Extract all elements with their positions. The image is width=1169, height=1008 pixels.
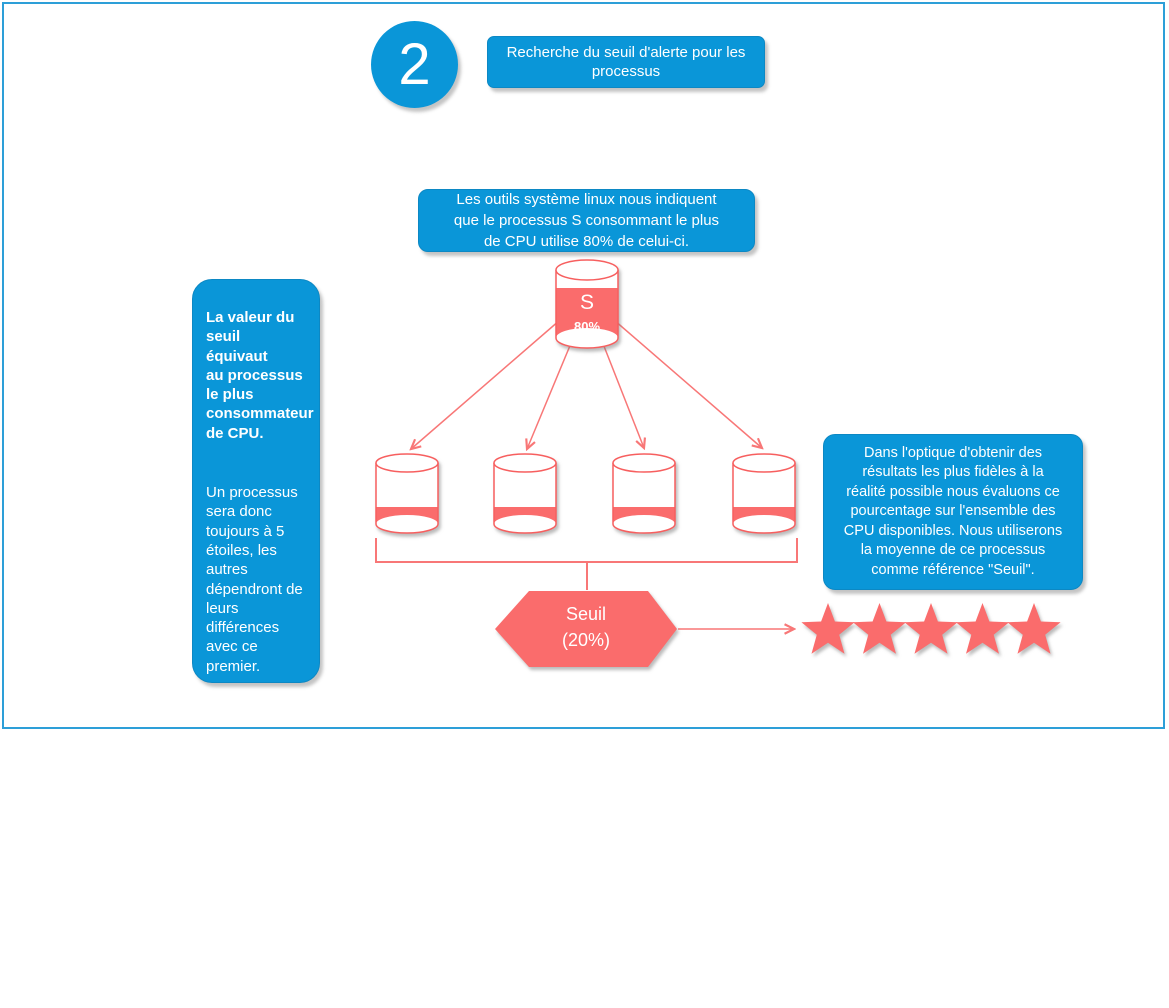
note-left-line: La valeur du <box>206 309 295 326</box>
note-right-line: résultats les plus fidèles à la <box>862 464 1044 481</box>
cpu-usage-label: 20% <box>630 514 658 529</box>
cpu-usage-label: 20% <box>511 514 539 529</box>
main-process-label: S <box>579 291 595 314</box>
note-left-line: toujours à 5 <box>206 522 285 540</box>
star-icon <box>904 603 957 654</box>
main-process-usage: 80% <box>573 319 601 334</box>
grouping-bracket <box>376 538 797 590</box>
star-icon <box>801 603 854 654</box>
cylinder-top <box>494 454 556 472</box>
star-icon <box>853 603 906 654</box>
note-left-line: seuil équivaut <box>206 328 268 365</box>
cpu-cylinder-4 <box>733 454 795 533</box>
note-right-line: réalité possible nous évaluons ce <box>846 483 1060 500</box>
star-icon <box>956 603 1009 654</box>
note-left-line: Un processus <box>206 484 298 502</box>
cylinder-top <box>613 454 675 472</box>
note-top-line: Les outils système linux nous indiquent <box>456 191 717 208</box>
hexagon-shape <box>495 591 677 667</box>
cylinder-top <box>733 454 795 472</box>
note-right-line: Dans l'optique d'obtenir des <box>863 444 1043 461</box>
bracket-path <box>376 538 797 562</box>
cpu-cylinder-2 <box>494 454 556 533</box>
note-right-line: comme référence "Seuil". <box>871 561 1035 578</box>
note-right-line: la moyenne de ce processus <box>860 542 1046 559</box>
note-left-line: avec ce <box>206 638 258 656</box>
note-left-line: différences <box>206 619 280 637</box>
note-left-line: au processus <box>206 366 303 384</box>
threshold-value: (20%) <box>561 630 611 650</box>
note-top-line: de CPU utilise 80% de celui-ci. <box>483 233 690 250</box>
note-left-line: de CPU. <box>206 424 264 442</box>
note-top-line: que le processus S consommant le plus <box>453 212 720 229</box>
cpu-usage-label: 20% <box>393 514 421 529</box>
process-cylinder-main <box>556 260 618 348</box>
arrow-line <box>600 336 644 448</box>
note-left-line: sera donc <box>206 503 272 521</box>
cpu-cylinder-1 <box>376 454 438 533</box>
cylinder-top <box>376 454 438 472</box>
note-left-line: autres <box>206 561 248 579</box>
note-left-line: leurs <box>206 599 239 617</box>
note-left-line: le plus <box>206 386 254 404</box>
note-left-line: étoiles, les <box>206 541 277 559</box>
note-left-line: consommateur <box>206 405 314 423</box>
arrow-line <box>411 320 560 449</box>
step-title: Recherche du seuil d'alerte pour les processus <box>506 44 746 80</box>
cylinder-top <box>556 260 618 280</box>
note-right-line: pourcentage sur l'ensemble des <box>850 503 1056 520</box>
star-rating <box>801 603 1060 654</box>
arrow-line <box>527 336 574 449</box>
cpu-cylinder-3 <box>613 454 675 533</box>
note-left-line: dépendront de <box>206 580 303 598</box>
note-left-line: premier. <box>206 657 261 675</box>
star-icon <box>1007 603 1060 654</box>
threshold-hexagon <box>495 591 677 667</box>
threshold-label: Seuil <box>565 604 607 624</box>
cpu-usage-label: 20% <box>750 514 778 529</box>
step-number: 2 <box>398 32 431 97</box>
note-right-line: CPU disponibles. Nous utiliserons <box>843 522 1063 539</box>
